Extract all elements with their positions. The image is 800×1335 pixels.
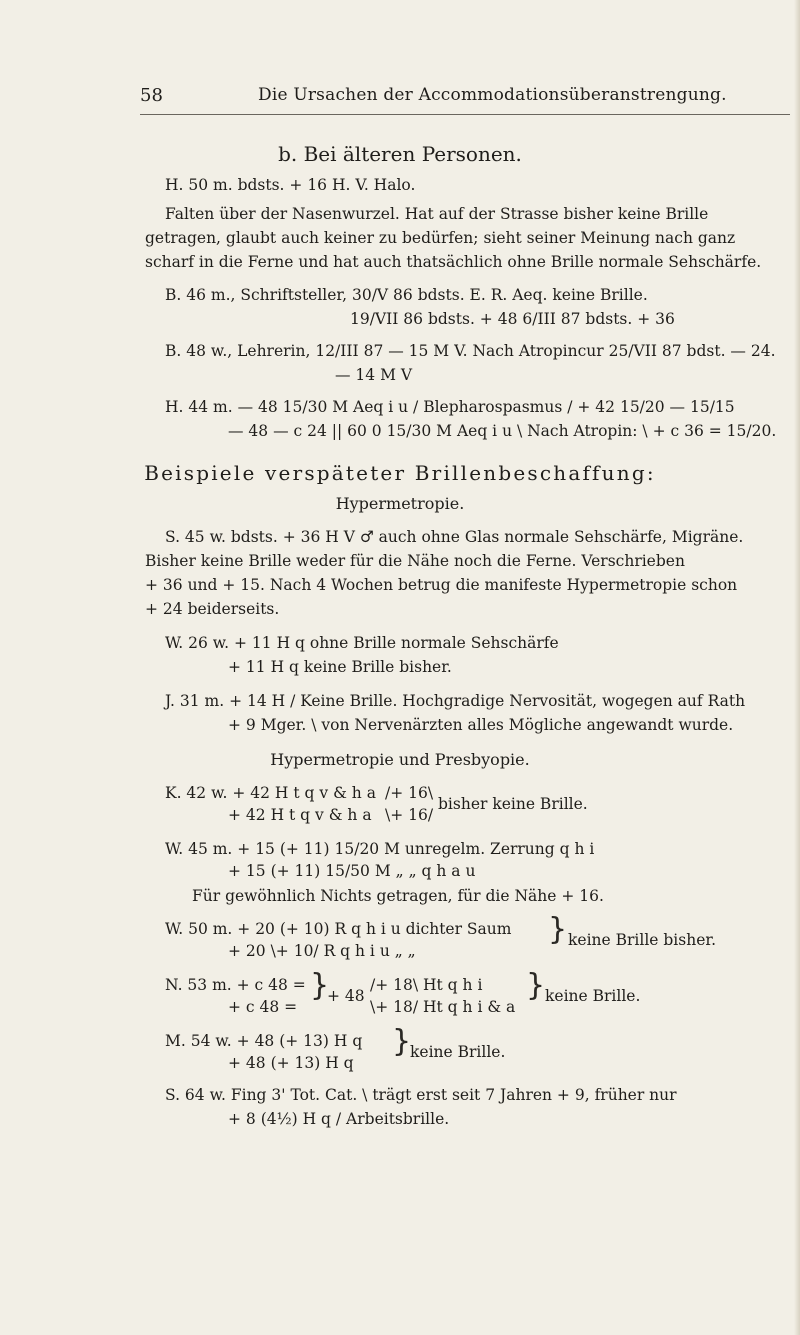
- case-line: N. 53 m. + c 48 =: [165, 976, 306, 994]
- page-edge-shadow: [794, 0, 800, 1335]
- case-line: getragen, glaubt auch keiner zu bedürfen; sieht seiner Meinung nach ganz: [145, 229, 736, 247]
- case-note: bisher keine Brille.: [438, 795, 588, 813]
- case-line: + 9 Mger. \ von Nervenärzten alles Mögliche angewandt wurde.: [228, 716, 734, 734]
- case-line: + 15 (+ 11) 15/50 M „ „ q h a u: [228, 862, 476, 880]
- header-rule: [140, 114, 790, 115]
- case-line: B. 48 w., Lehrerin, 12/III 87 — 15 M V. Nach Atropincur 25/VII 87 bdst. — 24.: [165, 342, 776, 360]
- brace-symbol: }: [392, 1024, 412, 1059]
- case-line: + 36 und + 15. Nach 4 Wochen betrug die manifeste Hypermetropie schon: [145, 576, 738, 594]
- case-line: Falten über der Nasenwurzel. Hat auf der Strasse bisher keine Brille: [165, 205, 709, 223]
- case-line: J. 31 m. + 14 H / Keine Brille. Hochgradige Nervosität, wogegen auf Rath: [165, 692, 746, 710]
- case-line: — 14 M V: [335, 366, 413, 384]
- section-title: b. Bei älteren Personen.: [278, 142, 522, 166]
- case-line: K. 42 w. + 42 H t q v & h a: [165, 784, 376, 802]
- case-line: + 8 (4½) H q / Arbeitsbrille.: [228, 1110, 450, 1128]
- case-line: S. 64 w. Fing 3' Tot. Cat. \ trägt erst seit 7 Jahren + 9, früher nur: [165, 1086, 677, 1104]
- brace-symbol: }: [526, 968, 546, 1003]
- case-note: keine Brille bisher.: [568, 931, 716, 949]
- bracket-value: \+ 16/: [385, 806, 434, 824]
- case-line: 19/VII 86 bdsts. + 48 6/III 87 bdsts. + 36: [350, 310, 675, 328]
- subheading-hypermetropia: Hypermetropie.: [335, 494, 465, 513]
- case-line: scharf in die Ferne und hat auch thatsächlich ohne Brille normale Sehschärfe.: [145, 253, 762, 271]
- case-line: Für gewöhnlich Nichts getragen, für die Nähe + 16.: [192, 887, 604, 905]
- case-line: B. 46 m., Schriftsteller, 30/V 86 bdsts. E. R. Aeq. keine Brille.: [165, 286, 648, 304]
- heading-late-glasses: Beispiele verspäteter Brillenbeschaffung:: [144, 461, 656, 485]
- case-line: + 48 (+ 13) H q: [228, 1054, 354, 1072]
- case-line: + 20 \+ 10/ R q h i u „ „: [228, 942, 416, 960]
- case-line: \+ 18/ Ht q h i & a: [370, 998, 516, 1016]
- case-line: S. 45 w. bdsts. + 36 H V ♂ auch ohne Glas normale Sehschärfe, Migräne.: [165, 528, 744, 546]
- case-note: keine Brille.: [410, 1043, 506, 1061]
- case-line: + 24 beiderseits.: [145, 600, 280, 618]
- page-number: 58: [140, 85, 163, 106]
- case-line: W. 50 m. + 20 (+ 10) R q h i u dichter Saum: [165, 920, 512, 938]
- case-line: H. 50 m. bdsts. + 16 H. V. Halo.: [165, 176, 416, 194]
- case-line: + 11 H q keine Brille bisher.: [228, 658, 452, 676]
- case-line: M. 54 w. + 48 (+ 13) H q: [165, 1032, 363, 1050]
- brace-symbol: }: [310, 968, 330, 1003]
- case-line: + 42 H t q v & h a: [228, 806, 372, 824]
- case-line: /+ 18\ Ht q h i: [370, 976, 483, 994]
- subheading-presbyopia: Hypermetropie und Presbyopie.: [270, 750, 530, 769]
- case-line: + c 48 =: [228, 998, 298, 1016]
- case-note: keine Brille.: [545, 987, 641, 1005]
- case-line: H. 44 m. — 48 15/30 M Aeq i u / Blepharospasmus / + 42 15/20 — 15/15: [165, 398, 735, 416]
- case-line: — 48 — c 24 || 60 0 15/30 M Aeq i u \ Nach Atropin: \ + c 36 = 15/20.: [228, 422, 777, 440]
- case-line: + 48: [327, 987, 365, 1005]
- case-line: W. 26 w. + 11 H q ohne Brille normale Sehschärfe: [165, 634, 559, 652]
- running-title: Die Ursachen der Accommodationsüberanstrengung.: [258, 85, 727, 105]
- case-line: Bisher keine Brille weder für die Nähe noch die Ferne. Verschrieben: [145, 552, 685, 570]
- bracket-value: /+ 16\: [385, 784, 434, 802]
- brace-symbol: }: [548, 912, 568, 947]
- case-line: W. 45 m. + 15 (+ 11) 15/20 M unregelm. Zerrung q h i: [165, 840, 595, 858]
